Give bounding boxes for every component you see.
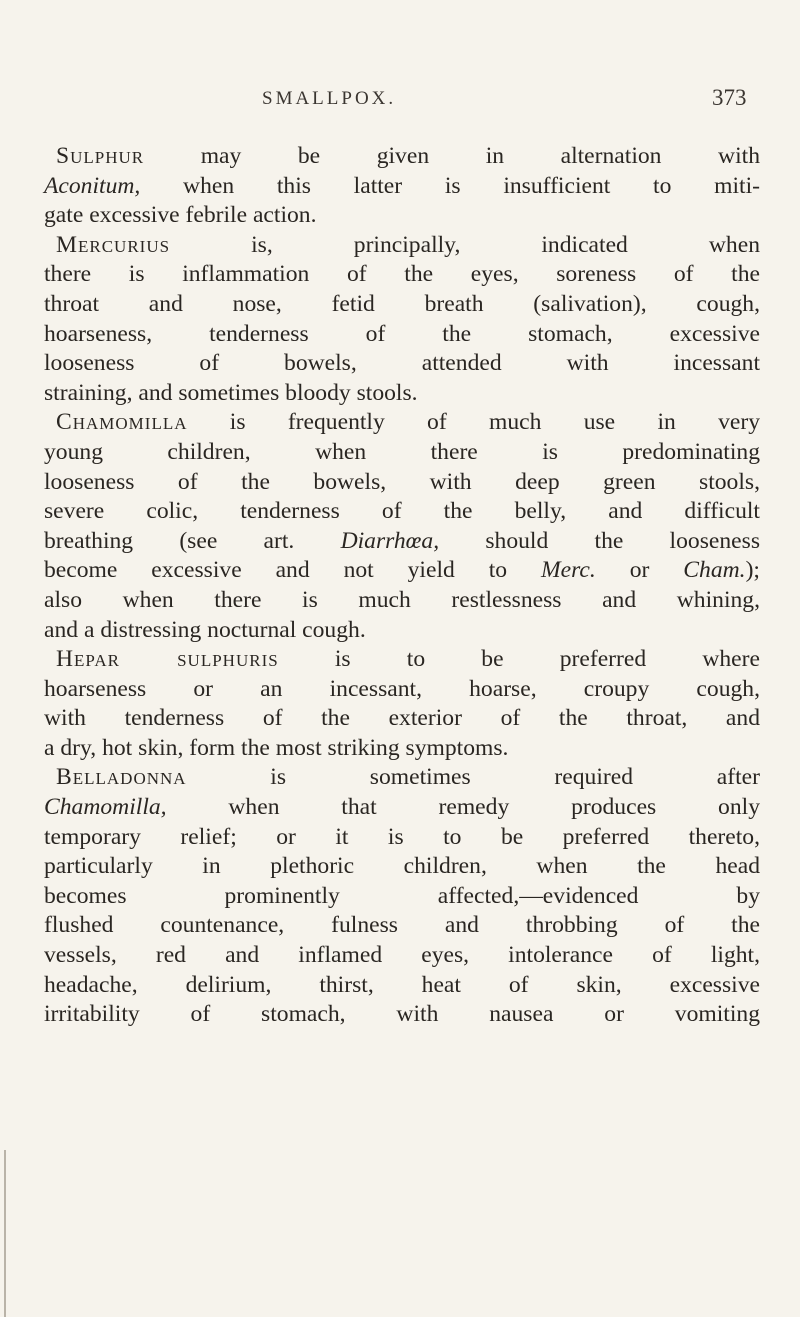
- text-line: gate excessive febrile action.: [44, 202, 317, 229]
- text-line: Chamomilla, when that remedy produces only: [44, 794, 760, 821]
- text-line: Aconitum, when this latter is insufficient to miti-: [44, 172, 760, 199]
- remedy-reference: Cham.: [683, 557, 746, 584]
- remedy-name: Belladonna: [56, 764, 187, 791]
- text-line: severe colic, tenderness of the belly, and difficult: [44, 498, 760, 525]
- text-line: hoarseness or an incessant, hoarse, croupy cough,: [44, 675, 760, 702]
- text-line: young children, when there is predominating: [44, 438, 760, 465]
- text-line: irritability of stomach, with nausea or vomiting: [44, 1001, 760, 1028]
- text-line: straining, and sometimes bloody stools.: [44, 379, 418, 406]
- cross-reference: Diarrhœa,: [340, 527, 440, 554]
- text-line: breathing (see art. Diarrhœa, should the looseness: [44, 527, 760, 554]
- text-line: hoarseness, tenderness of the stomach, excessive: [44, 320, 760, 347]
- text-line: throat and nose, fetid breath (salivation), cough,: [44, 290, 760, 317]
- text-line: and a distressing nocturnal cough.: [44, 616, 366, 643]
- text-line: looseness of bowels, attended with incessant: [44, 350, 760, 377]
- text-line: flushed countenance, fulness and throbbing of the: [44, 912, 760, 939]
- text-line: also when there is much restlessness and whining,: [44, 586, 760, 613]
- text-line: Belladonna is sometimes required after: [56, 764, 760, 791]
- page-edge-shadow: [4, 1150, 6, 1317]
- text-line: with tenderness of the exterior of the throat, and: [44, 705, 760, 732]
- text-line: Chamomilla is frequently of much use in very: [56, 409, 760, 436]
- text-line: headache, delirium, thirst, heat of skin, excessive: [44, 971, 760, 998]
- text-line: Hepar sulphuris is to be preferred where: [56, 646, 760, 673]
- text-line: Mercurius is, principally, indicated when: [56, 231, 760, 258]
- text-line: a dry, hot skin, form the most striking symptoms.: [44, 734, 509, 761]
- page-number: 373: [712, 85, 747, 110]
- text-line: temporary relief; or it is to be preferred thereto,: [44, 823, 760, 850]
- remedy-reference: Aconitum,: [44, 172, 141, 199]
- text-line: there is inflammation of the eyes, soreness of the: [44, 261, 760, 288]
- remedy-name: Mercurius: [56, 231, 171, 258]
- remedy-name: Sulphur: [56, 143, 145, 169]
- text-line: looseness of the bowels, with deep green stools,: [44, 468, 760, 495]
- body-text: [44, 142, 760, 1030]
- running-title: SMALLPOX.: [262, 88, 397, 109]
- running-head: [0, 85, 800, 118]
- text-line: particularly in plethoric children, when the head: [44, 853, 760, 880]
- remedy-name: Hepar sulphuris: [56, 646, 279, 673]
- text-line: becomes prominently affected,—evidenced by: [44, 882, 760, 909]
- text-line: Sulphur may be given in alternation with: [56, 143, 760, 169]
- text-line: become excessive and not yield to Merc. or Cham.);: [44, 557, 760, 584]
- remedy-name: Chamomilla: [56, 409, 188, 436]
- remedy-reference: Merc.: [541, 557, 596, 584]
- text-line: vessels, red and inflamed eyes, intolerance of light,: [44, 942, 760, 969]
- remedy-reference: Chamomilla,: [44, 794, 167, 821]
